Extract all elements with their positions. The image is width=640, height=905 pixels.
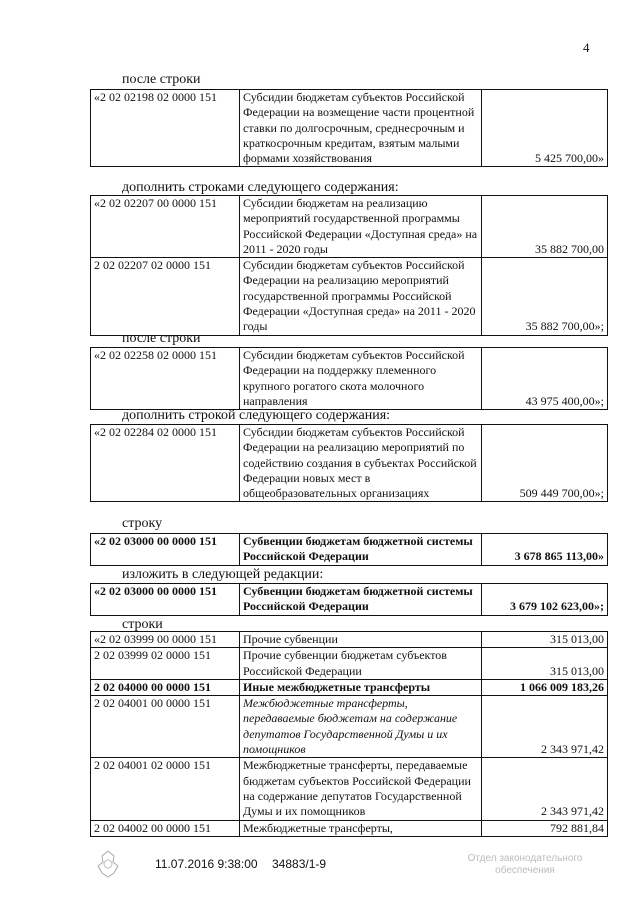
code-cell: 2 02 04000 00 0000 151 bbox=[91, 679, 240, 695]
name-cell: Субсидии бюджетам субъектов Российской Федерации на возмещение части процентной ставки по долгосрочным, среднесрочным и краткосрочным кредитам, взятым малыми формами хозяйствования bbox=[240, 90, 482, 167]
amount-cell: 509 449 700,00»; bbox=[482, 425, 608, 502]
footer-stamp bbox=[445, 853, 605, 877]
code-cell: 2 02 03999 02 0000 151 bbox=[91, 648, 240, 680]
amount-cell: 315 013,00 bbox=[482, 632, 608, 648]
section-heading: строку bbox=[122, 516, 163, 531]
name-cell: Субсидии бюджетам субъектов Российской Федерации на реализацию мероприятий государственной программы Российской Федерации «Доступная среда» на 2011 - 2020 годы bbox=[240, 258, 482, 335]
page-number: 4 bbox=[583, 40, 590, 55]
name-cell: Субсидии бюджетам субъектов Российской Федерации на реализацию мероприятий по содействию создания в субъектах Российской Федерации новых мест в общеобразовательных организациях bbox=[240, 425, 482, 502]
code-cell: «2 02 02258 02 0000 151 bbox=[91, 348, 240, 410]
amount-cell: 792 881,84 bbox=[482, 820, 608, 836]
section-heading: после строки bbox=[122, 72, 201, 87]
section-heading: после строки bbox=[122, 331, 201, 346]
amount-cell: 1 066 009 183,26 bbox=[482, 679, 608, 695]
amount-cell: 35 882 700,00»; bbox=[482, 258, 608, 335]
name-cell: Прочие субвенции bbox=[240, 632, 482, 648]
table-section-3 bbox=[90, 424, 608, 502]
table-section-2 bbox=[90, 347, 608, 410]
code-cell: «2 02 02207 00 0000 151 bbox=[91, 196, 240, 258]
amount-cell: 5 425 700,00» bbox=[482, 90, 608, 167]
name-cell: Прочие субвенции бюджетам субъектов Российской Федерации bbox=[240, 648, 482, 680]
table-row bbox=[91, 696, 608, 758]
table-row bbox=[91, 196, 608, 258]
table-section-0 bbox=[90, 89, 608, 167]
amount-cell: 35 882 700,00 bbox=[482, 196, 608, 258]
stamp-line: обеспечения bbox=[495, 865, 555, 876]
section-heading: изложить в следующей редакции: bbox=[122, 567, 324, 582]
table-section-4 bbox=[90, 533, 608, 566]
table-row bbox=[91, 648, 608, 680]
table-row bbox=[91, 425, 608, 502]
stamp-line: Отдел законодательного bbox=[467, 853, 583, 864]
table-row bbox=[91, 632, 608, 648]
amount-cell: 2 343 971,42 bbox=[482, 758, 608, 820]
code-cell: «2 02 03999 00 0000 151 bbox=[91, 632, 240, 648]
emblem-icon bbox=[92, 848, 124, 880]
code-cell: 2 02 04001 00 0000 151 bbox=[91, 696, 240, 758]
name-cell: Межбюджетные трансферты, передаваемые бюджетам на содержание депутатов Государственной Думы и их помощников bbox=[240, 696, 482, 758]
code-cell: «2 02 02198 02 0000 151 bbox=[91, 90, 240, 167]
amount-cell: 3 678 865 113,00» bbox=[482, 534, 608, 566]
section-heading: дополнить строкой следующего содержания: bbox=[122, 408, 391, 423]
amount-cell: 43 975 400,00»; bbox=[482, 348, 608, 410]
name-cell: Субвенции бюджетам бюджетной системы Российской Федерации bbox=[240, 584, 482, 616]
table-row bbox=[91, 258, 608, 335]
table-row bbox=[91, 820, 608, 836]
amount-cell: 3 679 102 623,00»; bbox=[482, 584, 608, 616]
table-section-6 bbox=[90, 631, 608, 837]
name-cell: Субвенции бюджетам бюджетной системы Российской Федерации bbox=[240, 534, 482, 566]
code-cell: 2 02 04001 02 0000 151 bbox=[91, 758, 240, 820]
table-row bbox=[91, 348, 608, 410]
code-cell: 2 02 04002 00 0000 151 bbox=[91, 820, 240, 836]
section-heading: строки bbox=[122, 617, 163, 632]
section-heading: дополнить строками следующего содержания: bbox=[122, 180, 399, 195]
name-cell: Межбюджетные трансферты, передаваемые бюджетам субъектов Российской Федерации на содержание депутатов Государственной Думы и их помощников bbox=[240, 758, 482, 820]
code-cell: «2 02 03000 00 0000 151 bbox=[91, 534, 240, 566]
table-row bbox=[91, 534, 608, 566]
code-cell: «2 02 03000 00 0000 151 bbox=[91, 584, 240, 616]
amount-cell: 2 343 971,42 bbox=[482, 696, 608, 758]
table-row bbox=[91, 758, 608, 820]
footer-datetime: 11.07.2016 9:38:00 bbox=[155, 857, 258, 871]
footer-doc-id: 34883/1-9 bbox=[272, 857, 327, 871]
table-row bbox=[91, 584, 608, 616]
table-section-1 bbox=[90, 195, 608, 336]
name-cell: Межбюджетные трансферты, bbox=[240, 820, 482, 836]
name-cell: Иные межбюджетные трансферты bbox=[240, 679, 482, 695]
table-row bbox=[91, 90, 608, 167]
name-cell: Субсидии бюджетам субъектов Российской Федерации на поддержку племенного крупного рогатого скота молочного направления bbox=[240, 348, 482, 410]
code-cell: «2 02 02284 02 0000 151 bbox=[91, 425, 240, 502]
table-section-5 bbox=[90, 583, 608, 616]
name-cell: Субсидии бюджетам на реализацию мероприятий государственной программы Российской Федерации «Доступная среда» на 2011 - 2020 годы bbox=[240, 196, 482, 258]
table-row bbox=[91, 679, 608, 695]
amount-cell: 315 013,00 bbox=[482, 648, 608, 680]
code-cell: 2 02 02207 02 0000 151 bbox=[91, 258, 240, 335]
